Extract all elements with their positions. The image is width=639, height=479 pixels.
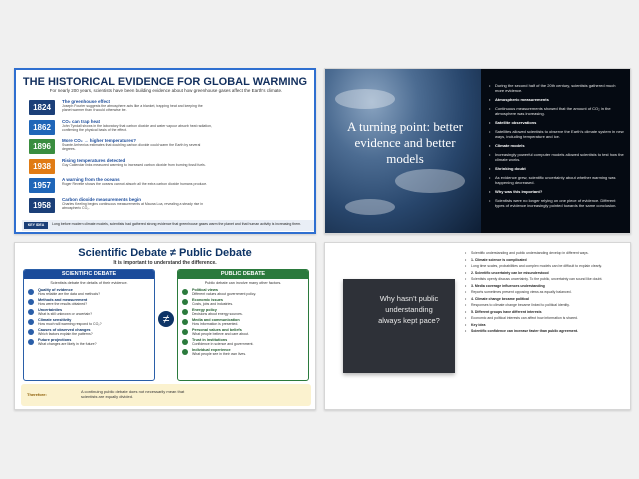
bullet-item: • Long time scales, probabilities and complex models can be difficult to explain clearly. <box>465 264 625 268</box>
bullet-item: • Key idea <box>465 323 625 327</box>
slide-3-footer-text: A continuing public debate does not necessarily mean that scientists are equally divided. <box>81 389 185 399</box>
bullet-item: • Scientists were no longer relying on one piece of evidence. Different types of evidence increasingly pointed towards the same conclusion. <box>489 198 625 208</box>
debate-item-body: Which factors explain the patterns? <box>38 332 93 336</box>
debate-item-body: What people see in their own lives. <box>192 352 247 356</box>
slide-1-title: THE HISTORICAL EVIDENCE FOR GLOBAL WARMING <box>22 76 308 88</box>
bullet-item: • Continuous measurements showed that the amount of CO₂ in the atmosphere was increasing. <box>489 106 625 116</box>
slide-thumbnail-3[interactable] <box>14 242 316 410</box>
bullet-item: • Responses to climate change became linked to political identity. <box>465 303 625 307</box>
debate-item-body: What people believe and care about. <box>192 332 250 336</box>
bullet-item: • 5. Different groups have different interests <box>465 310 625 314</box>
debate-item <box>24 287 154 297</box>
bullet-item: • Satellites allowed scientists to observe the Earth's climate system in new ways, including temperature and ice. <box>489 129 625 139</box>
debate-item <box>178 307 308 317</box>
slide-2-title: A turning point: better evidence and better models <box>347 119 463 166</box>
debate-item <box>178 297 308 307</box>
debate-item-body: What changes are likely in the future? <box>38 342 97 346</box>
debate-item <box>178 327 308 337</box>
timeline-body: Charles Keeling begins continuous measurements at Mauna Loa, revealing a steady rise in atmospheric CO₂. <box>62 201 204 210</box>
debate-item-heading: Causes of observed changes <box>38 328 91 332</box>
debate-item-body: Different values about government policy. <box>192 292 257 296</box>
bullet-item: • Scientific understanding and public understanding develop in different ways. <box>465 251 625 255</box>
timeline-year-badge: 1896 <box>29 139 55 154</box>
timeline-year-badge: 1862 <box>29 120 55 135</box>
bullet-item: • Scientific confidence can increase faster than public agreement. <box>465 329 625 333</box>
timeline-year-badge: 1824 <box>29 100 55 115</box>
timeline-entry <box>62 177 212 186</box>
bullet-item: • Climate models <box>489 143 625 148</box>
debate-item-body: What is still unknown or uncertain? <box>38 312 93 316</box>
bullet-item: • Shrinking doubt <box>489 166 625 171</box>
question-box <box>343 279 455 373</box>
scientific-debate-panel <box>23 269 155 381</box>
timeline-body: Svante Arrhenius estimates that doubling carbon dioxide could warm the Earth by several degrees. <box>62 143 201 151</box>
not-equal-icon: ≠ <box>158 311 174 327</box>
timeline-heading: Carbon dioxide measurements begin <box>62 196 142 202</box>
slide-2-bullet-list <box>489 83 625 212</box>
debate-item <box>24 297 154 307</box>
bullet-item: • 3. Media coverage influences understanding <box>465 284 625 288</box>
slide-thumbnail-2[interactable] <box>324 68 631 234</box>
timeline-entry <box>62 119 212 132</box>
public-debate-panel <box>177 269 309 381</box>
debate-item-body: Costs, jobs and industries. <box>192 302 234 306</box>
timeline-entry <box>62 197 212 210</box>
bullet-item: • Satellite observations <box>489 120 625 125</box>
slide-3-title: Scientific Debate ≠ Public Debate <box>78 247 252 259</box>
debate-item <box>178 337 308 347</box>
slide-4-title: Why hasn't public understanding always kept pace? <box>378 294 440 325</box>
debate-item-body: How reliable are the data and methods? <box>38 292 101 296</box>
slide-4-bullet-list <box>465 251 625 336</box>
debate-item-heading: Political views <box>192 288 218 292</box>
debate-item <box>178 317 308 327</box>
timeline-heading: CO₂ can trap heat <box>62 118 101 124</box>
slide-thumbnail-1[interactable] <box>14 68 316 234</box>
debate-item-heading: Uncertainties <box>38 308 63 312</box>
scientific-debate-intro: Scientists debate the details of their evidence. <box>50 281 128 285</box>
debate-item-body: Decisions about energy sources. <box>192 312 243 316</box>
debate-item-heading: Methods and measurement <box>38 298 88 302</box>
debate-item <box>24 337 154 347</box>
key-idea-badge: KEY IDEA <box>24 222 48 229</box>
debate-item-heading: Trust in institutions <box>192 338 228 342</box>
timeline-entry <box>62 99 212 112</box>
debate-item <box>24 317 154 327</box>
timeline-heading: A warning from the oceans <box>62 177 120 182</box>
timeline-body: Guy Callendar links measured warming to increased carbon dioxide from burning fossil fuels. <box>62 162 206 167</box>
timeline-heading: Rising temperatures detected <box>62 157 126 163</box>
debate-item-heading: Individual experience <box>192 348 231 352</box>
debate-item <box>178 347 308 357</box>
debate-item-body: How much will warming respond to CO₂? <box>38 322 102 326</box>
bullet-item: • Atmospheric measurements <box>489 97 625 102</box>
timeline-body: Roger Revelle shows the oceans cannot absorb all the extra carbon dioxide humans produce. <box>62 182 208 186</box>
bullet-item: • During the second half of the 20th century, scientists gathered much more evidence. <box>489 83 625 93</box>
slide-1-footer-text: Long before modern climate models, scientists had gathered strong evidence that greenhouse gases warm the planet and that human activity is increasing them. <box>52 222 302 226</box>
bullet-item: • As evidence grew, scientific uncertainty about whether warming was happening decreased. <box>489 175 625 185</box>
bullet-item: • Scientists openly discuss uncertainty. To the public, uncertainty can sound like doubt. <box>465 277 625 281</box>
timeline-body: John Tyndall shows in the laboratory that carbon dioxide and water vapour absorb heat radiation, confirming the physical basis of the effect. <box>62 123 212 132</box>
bullet-item: • Economic and political interests can affect how information is shared. <box>465 316 625 320</box>
timeline-entry <box>62 138 212 151</box>
debate-item-heading: Economic issues <box>192 298 224 302</box>
timeline-year-badge: 1938 <box>29 159 55 174</box>
therefore-label: Therefore: <box>27 392 47 397</box>
timeline-year-badge: 1957 <box>29 178 55 193</box>
debate-item-heading: Quality of evidence <box>38 288 73 292</box>
bullet-item: • 4. Climate change became political <box>465 297 625 301</box>
slide-3-footer <box>21 384 311 406</box>
slide-1-footer <box>22 220 314 231</box>
bullet-item: • 1. Climate science is complicated <box>465 258 625 262</box>
timeline-body: Joseph Fourier suggests the atmosphere acts like a blanket, trapping heat and keeping the planet warmer than it would otherwise be. <box>62 104 203 112</box>
bullet-item: • 2. Scientific uncertainty can be misunderstood <box>465 271 625 275</box>
timeline-year-badge: 1958 <box>29 198 55 213</box>
debate-item <box>24 307 154 317</box>
debate-item-heading: Future projections <box>38 338 72 342</box>
timeline-heading: More CO₂ → higher temperatures? <box>62 138 137 143</box>
timeline-heading: The greenhouse effect <box>62 99 111 104</box>
debate-item-body: Confidence in science and government. <box>192 342 254 346</box>
debate-item-body: How information is presented. <box>192 322 239 326</box>
bullet-item: • Why was this important? <box>489 189 625 194</box>
public-debate-header: PUBLIC DEBATE <box>178 270 308 279</box>
slide-1-subtitle: For nearly 200 years, scientists have been building evidence about how greenhouse gases affect the Earth's climate. <box>49 88 283 93</box>
slide-3-subtitle: It is important to understand the difference. <box>113 260 217 266</box>
slide-thumbnail-4[interactable] <box>324 242 631 410</box>
debate-item-body: How were the results obtained? <box>38 302 88 306</box>
debate-item-heading: Climate sensitivity <box>38 318 72 322</box>
debate-item-heading: Media and communication <box>192 318 240 322</box>
scientific-debate-header: SCIENTIFIC DEBATE <box>24 270 154 279</box>
debate-item <box>24 327 154 337</box>
bullet-item: • Reports sometimes present opposing views as equally balanced. <box>465 290 625 294</box>
bullet-item: • Increasingly powerful computer models allowed scientists to test how the climate works. <box>489 152 625 162</box>
debate-item <box>178 287 308 297</box>
debate-item-heading: Energy policy <box>192 308 217 312</box>
timeline-entry <box>62 158 212 167</box>
debate-item-heading: Personal values and beliefs <box>192 328 242 332</box>
public-debate-intro: Public debate can involve many other factors. <box>204 281 282 285</box>
